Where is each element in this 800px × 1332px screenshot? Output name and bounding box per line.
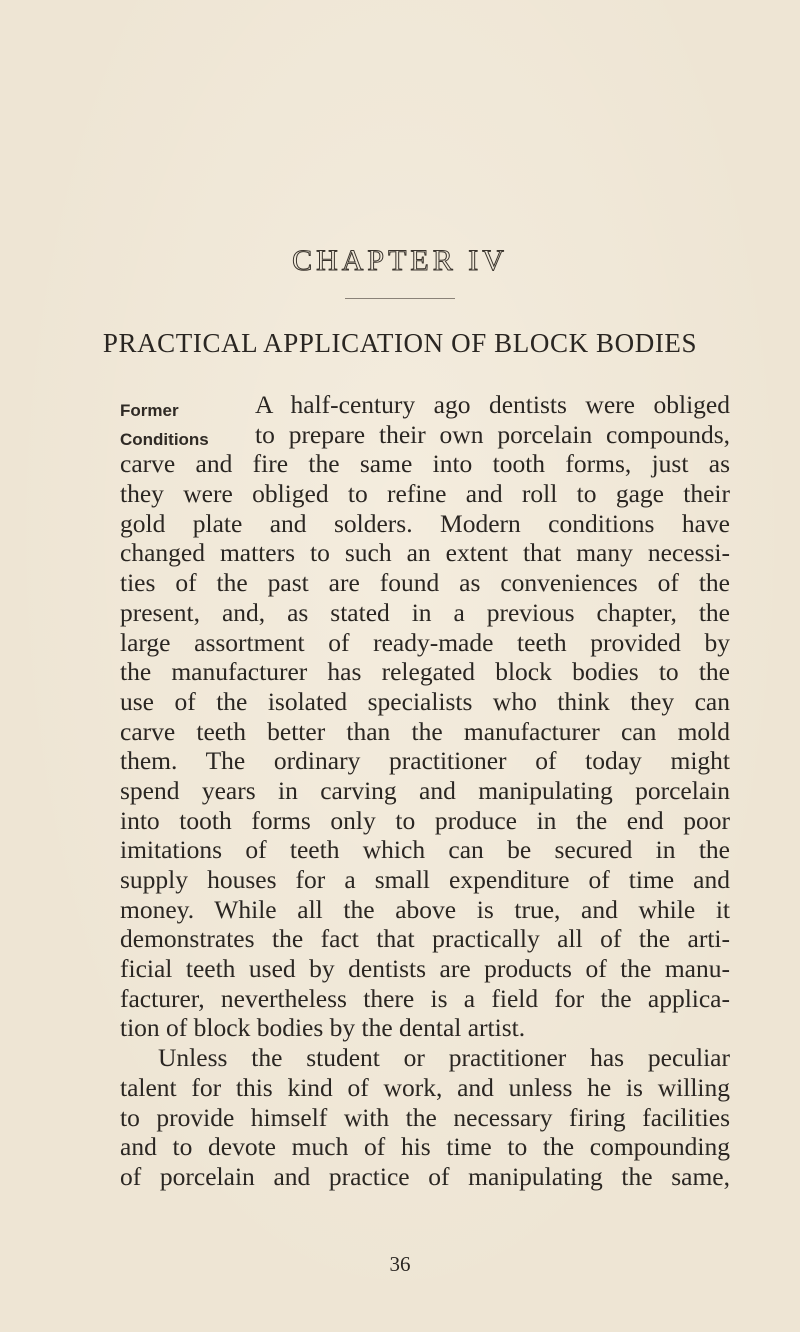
text-line: carve teeth better than the manufacturer can mold bbox=[120, 716, 730, 746]
text-line: use of the isolated specialists who think they can bbox=[120, 686, 730, 716]
text-line: facturer, nevertheless there is a field for the applica- bbox=[120, 983, 730, 1013]
body-text bbox=[120, 390, 730, 1192]
margin-note-line-2: Conditions bbox=[120, 430, 209, 449]
text-line: gold plate and solders. Modern conditions have bbox=[120, 508, 730, 538]
text-line: spend years in carving and manipulating porcelain bbox=[120, 775, 730, 805]
margin-note-line-1: Former bbox=[120, 401, 179, 420]
text-line: ficial teeth used by dentists are products of the manu- bbox=[120, 954, 730, 984]
page-number: 36 bbox=[389, 1252, 411, 1276]
text-line: large assortment of ready-made teeth provided by bbox=[120, 627, 730, 657]
text-line: talent for this kind of work, and unless he is willing bbox=[120, 1072, 730, 1102]
text-line: the manufacturer has relegated block bodies to the bbox=[120, 657, 730, 687]
chapter-heading: CHAPTER IV bbox=[292, 244, 508, 277]
text-line: into tooth forms only to produce in the end poor bbox=[120, 805, 730, 835]
text-line: imitations of teeth which can be secured in the bbox=[120, 835, 730, 865]
text-line: demonstrates the fact that practically all of the arti- bbox=[120, 924, 730, 954]
text-line: present, and, as stated in a previous chapter, the bbox=[120, 597, 730, 627]
text-line: Unless the student or practitioner has peculiar bbox=[158, 1043, 730, 1073]
text-line: changed matters to such an extent that many necessi- bbox=[120, 538, 730, 568]
text-line: to provide himself with the necessary firing facilities bbox=[120, 1102, 730, 1132]
text-line: they were obliged to refine and roll to gage their bbox=[120, 479, 730, 509]
text-line: carve and fire the same into tooth forms, just as bbox=[120, 449, 730, 479]
text-line: of porcelain and practice of manipulating the same, bbox=[120, 1161, 730, 1191]
text-line: supply houses for a small expenditure of time and bbox=[120, 865, 730, 894]
text-line: tion of block bodies by the dental artist. bbox=[120, 1013, 526, 1043]
text-line: to prepare their own porcelain compounds, bbox=[255, 419, 730, 449]
text-line: ties of the past are found as conveniences of the bbox=[120, 568, 730, 598]
chapter-title: PRACTICAL APPLICATION OF BLOCK BODIES bbox=[102, 328, 698, 358]
heading-divider bbox=[345, 298, 455, 299]
text-line: money. While all the above is true, and while it bbox=[120, 894, 730, 924]
text-line: A half-century ago dentists were obliged bbox=[255, 390, 730, 419]
text-line: them. The ordinary practitioner of today might bbox=[120, 746, 730, 776]
text-line: and to devote much of his time to the compounding bbox=[120, 1132, 730, 1162]
